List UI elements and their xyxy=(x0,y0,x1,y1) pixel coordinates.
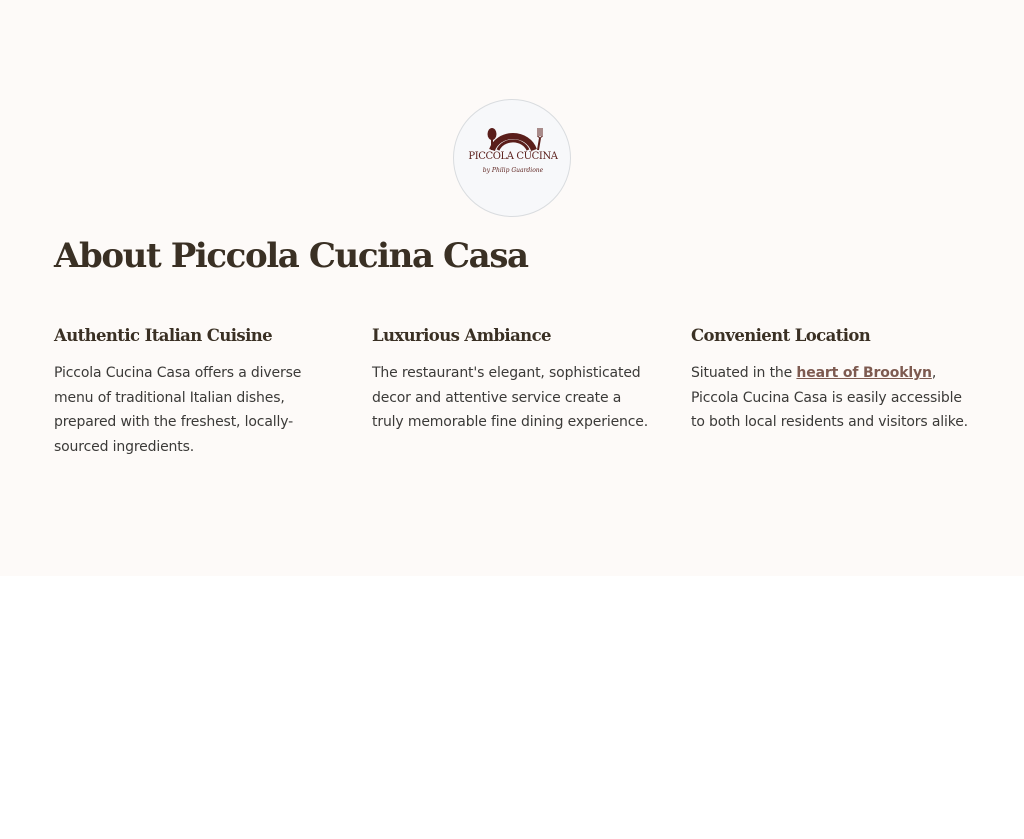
feature-heading: Convenient Location xyxy=(691,326,871,345)
logo-tagline: by Philip Guardione xyxy=(482,167,544,174)
feature-heading: Authentic Italian Cuisine xyxy=(54,326,273,345)
feature-cuisine xyxy=(54,324,339,459)
location-text-end: , Piccola Cucina Casa is easily accessible to both local residents and visitors alike. xyxy=(691,365,968,430)
feature-text xyxy=(691,361,976,435)
feature-text: Piccola Cucina Casa offers a diverse menu of traditional Italian dishes, prepared with the freshest, locally-sourced ingredients. xyxy=(54,365,302,455)
feature-heading: Luxurious Ambiance xyxy=(372,326,551,345)
logo-wordmark: PICCOLA CUCINA xyxy=(468,151,558,162)
logo-graphic xyxy=(454,100,571,217)
feature-text: The restaurant's elegant, sophisticated decor and attentive service create a truly memorable fine dining experience. xyxy=(372,365,649,430)
feature-location xyxy=(691,324,976,435)
restaurant-logo xyxy=(453,99,571,217)
page-title: About Piccola Cucina Casa xyxy=(54,236,528,276)
location-text-start: Situated in the xyxy=(691,365,797,381)
feature-ambiance xyxy=(372,324,657,435)
brooklyn-link[interactable]: heart of Brooklyn xyxy=(796,365,932,381)
